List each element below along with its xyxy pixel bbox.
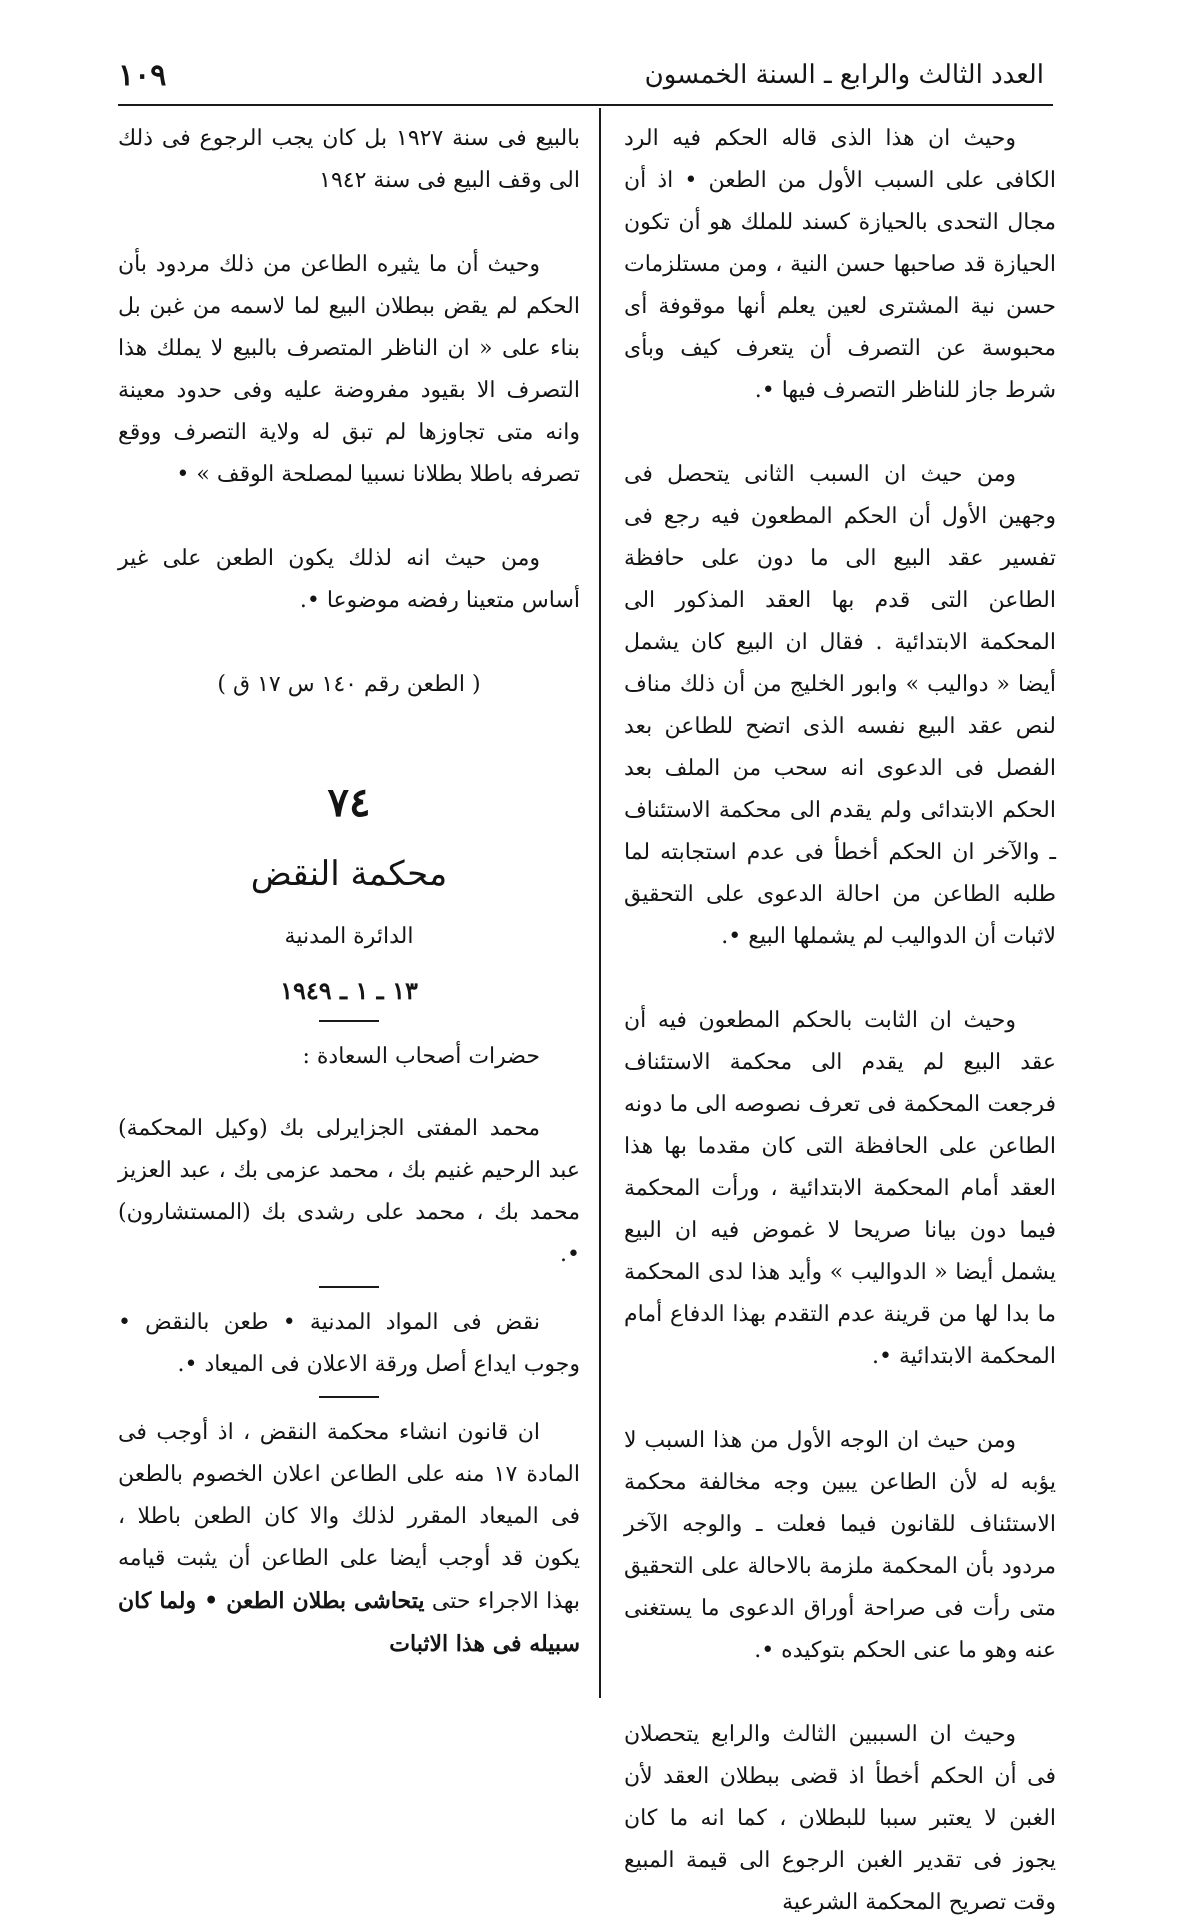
page-number: ١٠٩ [118,57,167,93]
principle-bold-end: يتحاشى بطلان الطعن • ولما كان سبيله فى هذا الاثبات [118,1588,580,1657]
page-header [118,54,1044,96]
continuation-paragraph: بالبيع فى سنة ١٩٢٧ بل كان يجب الرجوع فى ذلك الى وقف البيع فى سنة ١٩٤٢ [118,126,581,193]
principle-text: ان قانون انشاء محكمة النقض ، اذ أوجب فى المادة ١٧ منه على الطاعن اعلان الخصوم بالطعن فى الميعاد المقرر لذلك والا كان الطعن باطلا ، يكون قد أوجب أيضا على الطاعن أن يثبت قيامه بهذا الاجراء حتى [118,1420,581,1614]
right-column [624,118,1056,1915]
circuit-name: الدائرة المدنية [284,924,414,949]
paragraph: وحيث أن ما يثيره الطاعن من ذلك مردود بأن الحكم لم يقض ببطلان البيع لما لاسمه من غبن بل بناء على « ان الناظر المتصرف بالبيع لا يملك هذا التصرف الا بقيود مفروضة عليه وفى حدود معينة وانه متى تجاوزها لم تبق له ولاية التصرف ووقع تصرفه باطلا بطلانا نسبيا لمصلحة الوقف » • [118,252,580,487]
court-name: محكمة النقض [250,854,448,894]
header-rule [118,104,1053,106]
column-divider [599,108,601,1698]
summary-keywords: نقض فى المواد المدنية • طعن بالنقض • وجوب ايداع أصل ورقة الاعلان فى الميعاد •. [118,1310,580,1377]
bench-names: محمد المفتى الجزايرلى بك (وكيل المحكمة) عبد الرحيم غنيم بك ، محمد عزمى بك ، عبد العزيز محمد بك ، محمد على رشدى بك (المستشارون) •. [118,1116,580,1267]
section-rule [319,1286,379,1288]
section-rule [319,1020,379,1022]
paragraph: وحيث ان هذا الذى قاله الحكم فيه الرد الكافى على السبب الأول من الطعن • اذ أن مجال التحدى بالحيازة كسند للملك هو أن تكون الحيازة قد صاحبها حسن النية ، ومن مستلزمات حسن نية المشترى لعين يعلم أنها موقوفة أى محبوسة عن التصرف أن يتعرف كيف وبأى شرط جاز للناظر التصرف فيها •. [624,126,1056,403]
paragraph: ومن حيث ان السبب الثانى يتحصل فى وجهين الأول أن الحكم المطعون فيه رجع فى تفسير عقد البيع الى ما دون على حافظة الطاعن التى قدم بها العقد المذكور الى المحكمة الابتدائية . فقال ان البيع كان يشمل أيضا « دواليب » وابور الخليج من أن ذلك مناف لنص عقد البيع نفسه الذى اتضح للطاعن بعد الفصل فى الدعوى انه سحب من الملف بعد الحكم الابتدائى ولم يقدم الى محكمة الاستئناف ـ والآخر ان الحكم أخطأ فى عدم استجابته لما طلبه الطاعن من احالة الدعوى على التحقيق لاثبات أن الدواليب لم يشملها البيع •. [624,462,1056,949]
case-reference: ( الطعن رقم ١٤٠ س ١٧ ق ) [217,672,481,697]
paragraph: ومن حيث ان الوجه الأول من هذا السبب لا يؤبه له لأن الطاعن يبين وجه مخالفة محكمة الاستئناف للقانون فيما فعلت ـ والوجه الآخر مردود بأن المحكمة ملزمة بالاحالة على التحقيق متى رأت فى صراحة أوراق الدعوى ما يستغنى عنه وهو ما عنى الحكم بتوكيده •. [624,1428,1056,1663]
session-date: ١٣ ـ ١ ـ ١٩٤٩ [280,976,418,1005]
paragraph: ومن حيث انه لذلك يكون الطعن على غير أساس متعينا رفضه موضوعا •. [118,546,580,613]
issue-title: العدد الثالث والرابع ـ السنة الخمسون [644,60,1044,90]
paragraph: وحيث ان الثابت بالحكم المطعون فيه أن عقد البيع لم يقدم الى محكمة الاستئناف فرجعت المحكمة فى تعرف نصوصه الى ما دونه الطاعن على الحافظة التى كان مقدما بها هذا العقد أمام المحكمة الابتدائية ، ورأت المحكمة فيما دون بيانا صريحا لا غموض فيه ان البيع يشمل أيضا « الدواليب » وأيد هذا لدى المحكمة ما بدا لها من قرينة عدم التقدم بهذا الدفاع أمام المحكمة الابتدائية •. [624,1008,1056,1369]
case-number: ٧٤ [327,779,371,826]
legal-principle [118,1412,580,1666]
left-column [118,118,580,1708]
section-rule [319,1396,379,1398]
bench-heading: حضرات أصحاب السعادة : [302,1044,540,1069]
paragraph: وحيث ان السببين الثالث والرابع يتحصلان فى أن الحكم أخطأ اذ قضى ببطلان العقد لأن الغبن لا يعتبر سببا للبطلان ، كما انه ما كان يجوز فى تقدير الغبن الرجوع الى قيمة المبيع وقت تصريح المحكمة الشرعية [624,1722,1056,1915]
